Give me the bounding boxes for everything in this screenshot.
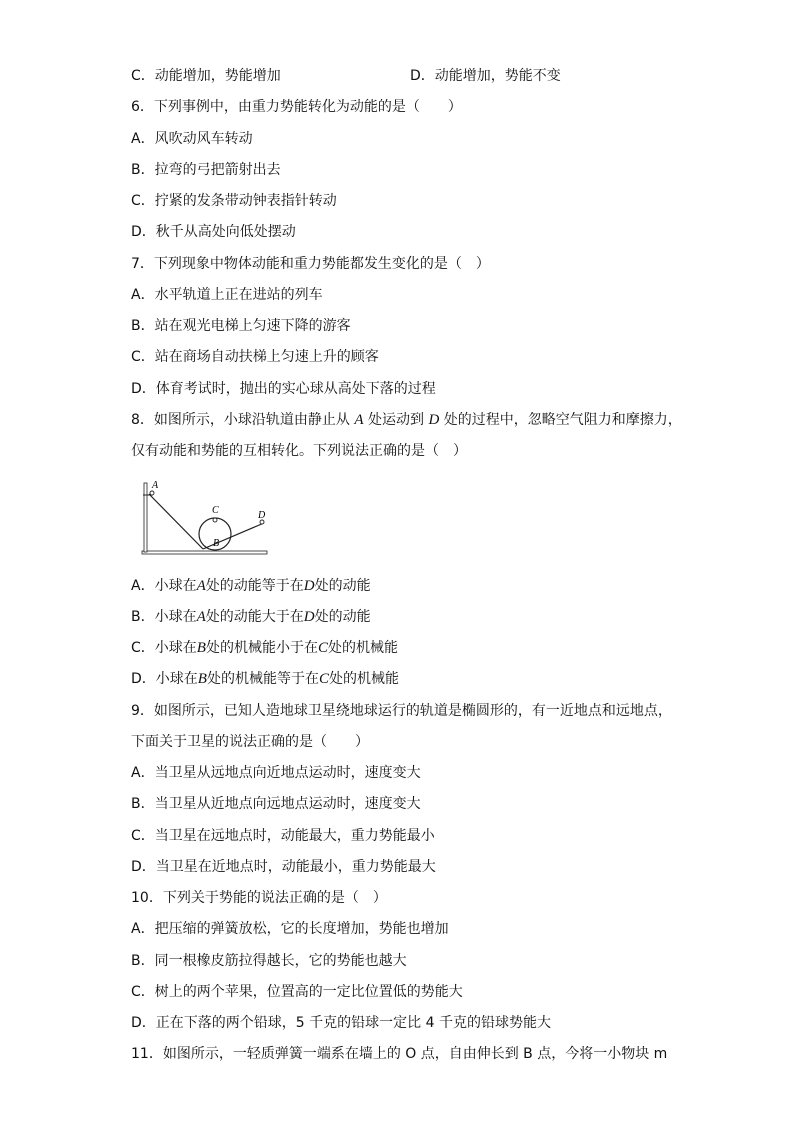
q8-opt-d-point2: C — [318, 671, 329, 687]
q8-opt-c-part1: C．小球在 — [131, 640, 197, 656]
q8-opt-c-part3: 处的机械能 — [327, 640, 398, 656]
q9-option-a: A．当卫星从远地点向近地点运动时，速度变大 — [131, 765, 421, 781]
label-b: B — [213, 538, 220, 549]
q8-opt-b-part1: B．小球在 — [131, 609, 197, 625]
q10-stem: 10．下列关于势能的说法正确的是（ ） — [131, 890, 387, 906]
q9-stem-line2: 下面关于卫星的说法正确的是（ ） — [131, 734, 369, 750]
q8-opt-a-point2: D — [303, 578, 315, 594]
q8-option-d — [131, 669, 399, 689]
q8-opt-a-point1: A — [196, 578, 206, 594]
q8-option-b — [131, 607, 371, 627]
q7-option-a: A．水平轨道上正在进站的列车 — [131, 287, 323, 303]
q8-opt-d-part2: 处的机械能等于在 — [206, 671, 319, 687]
track-slope — [149, 494, 203, 549]
q8-opt-a-part3: 处的动能 — [314, 578, 371, 594]
q5-option-d: D．动能增加，势能不变 — [410, 68, 561, 84]
q9-option-d: D．当卫星在近地点时，动能最小，重力势能最大 — [131, 859, 436, 875]
q7-stem: 7．下列现象中物体动能和重力势能都发生变化的是（ ） — [131, 256, 490, 272]
q8-option-c — [131, 638, 398, 658]
q8-stem-part1: 8．如图所示，小球沿轨道由静止从 — [131, 412, 350, 428]
q8-opt-d-part1: D．小球在 — [131, 671, 198, 687]
ball-c-marker — [213, 518, 217, 522]
q9-stem-line1: 9．如图所示，已知人造地球卫星绕地球运行的轨道是椭圆形的，有一近地点和远地点， — [131, 703, 672, 719]
label-c: C — [212, 505, 219, 516]
label-a: A — [152, 480, 159, 491]
q8-opt-b-part2: 处的动能大于在 — [205, 609, 304, 625]
q8-opt-b-part3: 处的动能 — [314, 609, 371, 625]
q8-point-a: A — [354, 412, 364, 428]
q8-opt-a-part1: A．小球在 — [131, 578, 197, 594]
label-d: D — [258, 510, 266, 521]
q8-opt-b-point2: D — [303, 609, 315, 625]
q8-stem-line2: 仅有动能和势能的互相转化。下列说法正确的是（ ） — [131, 443, 467, 459]
q8-stem-line1 — [131, 410, 682, 430]
ball-a-marker — [150, 491, 154, 495]
q7-option-c: C．站在商场自动扶梯上匀速上升的顾客 — [131, 349, 379, 365]
q8-opt-c-point2: C — [317, 640, 328, 656]
q11-stem-line1: 11．如图所示，一轻质弹簧一端系在墙上的 O 点，自由伸长到 B 点，今将一小物块 m — [131, 1046, 668, 1062]
q10-option-c: C．树上的两个苹果，位置高的一定比位置低的势能大 — [131, 984, 463, 1000]
wall-post — [144, 483, 147, 552]
q8-opt-c-part2: 处的机械能小于在 — [205, 640, 318, 656]
q7-option-d: D．体育考试时，抛出的实心球从高处下落的过程 — [131, 381, 436, 397]
q6-stem: 6．下列事例中，由重力势能转化为动能的是（ ） — [131, 99, 462, 115]
q8-opt-a-part2: 处的动能等于在 — [205, 578, 304, 594]
q8-opt-c-point1: B — [196, 640, 206, 656]
q9-option-b: B．当卫星从近地点向远地点运动时，速度变大 — [131, 796, 421, 812]
track-diagram — [140, 478, 280, 558]
q8-opt-b-point1: A — [196, 609, 206, 625]
q8-option-a — [131, 576, 371, 596]
q6-option-c: C．拧紧的发条带动钟表指针转动 — [131, 193, 337, 209]
q10-option-a: A．把压缩的弹簧放松，它的长度增加，势能也增加 — [131, 921, 449, 937]
q8-point-d: D — [428, 412, 440, 428]
q7-option-b: B．站在观光电梯上匀速下降的游客 — [131, 318, 351, 334]
q8-opt-d-point1: B — [197, 671, 207, 687]
q6-option-a: A．风吹动风车转动 — [131, 131, 253, 147]
q10-option-d: D．正在下落的两个铅球，5 千克的铅球一定比 4 千克的铅球势能大 — [131, 1015, 551, 1031]
ground-line — [142, 551, 267, 554]
q10-option-b: B．同一根橡皮筋拉得越长，它的势能也越大 — [131, 953, 407, 969]
q9-option-c: C．当卫星在远地点时，动能最大，重力势能最小 — [131, 828, 435, 844]
q8-stem-part2: 处运动到 — [368, 412, 424, 428]
q6-option-b: B．拉弯的弓把箭射出去 — [131, 162, 281, 178]
q6-option-d: D．秋千从高处向低处摆动 — [131, 224, 296, 240]
q8-opt-d-part3: 处的机械能 — [328, 671, 399, 687]
q5-option-c: C．动能增加，势能增加 — [131, 68, 281, 84]
q8-stem-part3: 处的过程中，忽略空气阻力和摩擦力， — [443, 412, 682, 428]
